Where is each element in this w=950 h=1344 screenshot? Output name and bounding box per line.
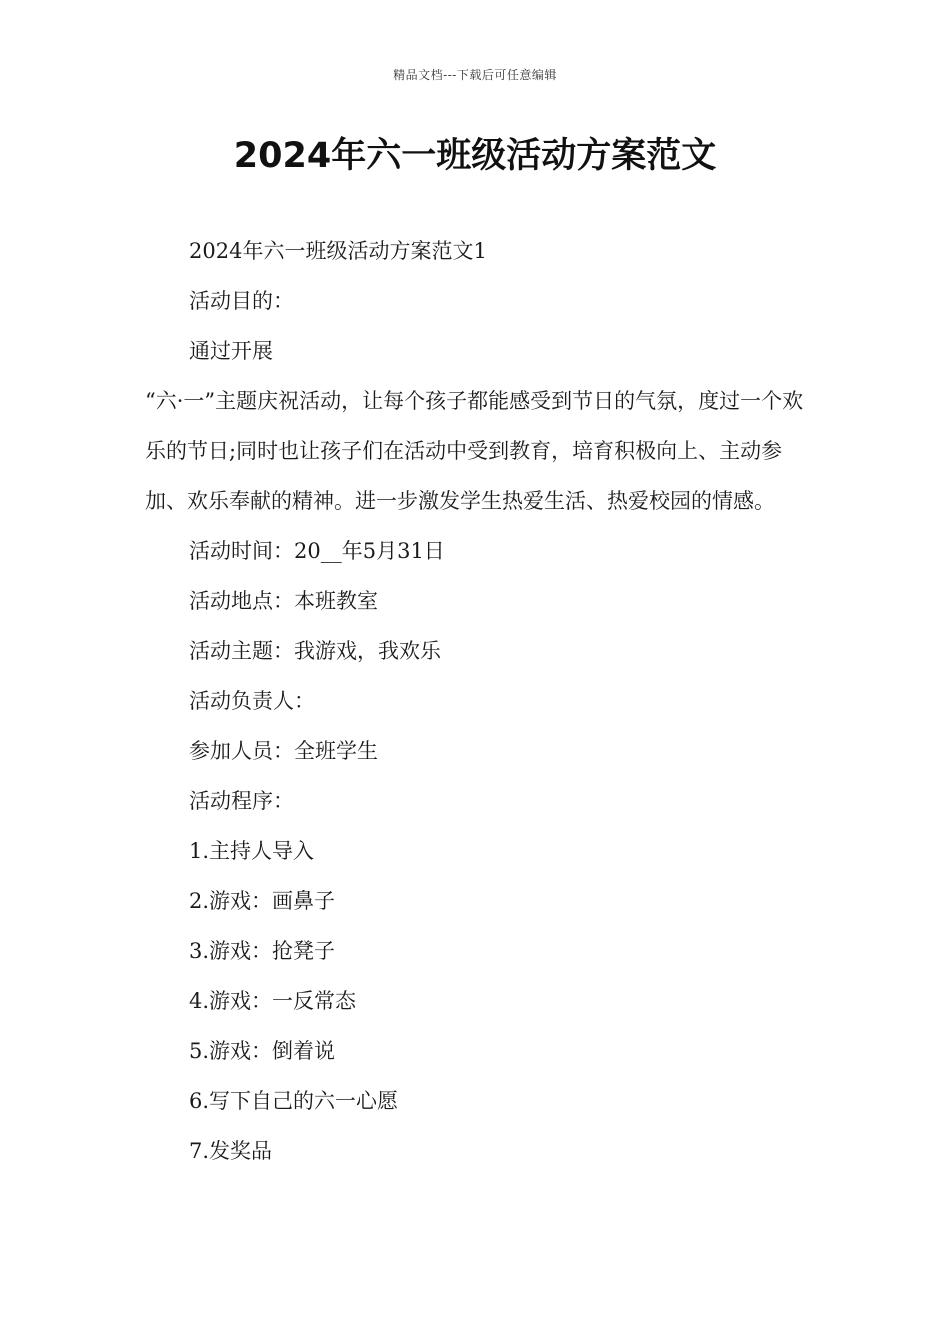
paragraph-purpose-lead: 通过开展 [189,339,273,363]
paragraph-participants: 参加人员：全班学生 [189,739,378,763]
procedure-item: 4.游戏：一反常态 [189,989,357,1013]
paragraph-time: 活动时间：20__年5月31日 [189,539,445,563]
procedure-item: 2.游戏：画鼻子 [189,889,336,913]
document-title: 2024年六一班级活动方案范文 [233,136,717,176]
paragraph-theme: 活动主题：我游戏，我欢乐 [189,639,441,663]
paragraph-heading: 2024年六一班级活动方案范文1 [189,239,487,263]
procedure-item: 5.游戏：倒着说 [189,1039,336,1063]
header-note: 精品文档---下载后可任意编辑 [393,68,557,82]
paragraph-person-in-charge: 活动负责人： [189,689,315,713]
procedure-item: 7.发奖品 [189,1139,273,1163]
procedure-item: 1.主持人导入 [189,839,315,863]
paragraph-purpose-label: 活动目的： [189,289,294,313]
paragraph-location: 活动地点：本班教室 [189,589,378,613]
document-body [145,226,810,1176]
procedure-item: 3.游戏：抢凳子 [189,939,336,963]
paragraph-procedure-label: 活动程序： [189,789,294,813]
procedure-item: 6.写下自己的六一心愿 [189,1089,399,1113]
paragraph-purpose-body: “六·一”主题庆祝活动，让每个孩子都能感受到节日的气氛，度过一个欢乐的节日;同时也让孩子们在活动中受到教育，培育积极向上、主动参加、欢乐奉献的精神。进一步激发学生热爱生活、热爱校园的情感。 [145,389,804,513]
